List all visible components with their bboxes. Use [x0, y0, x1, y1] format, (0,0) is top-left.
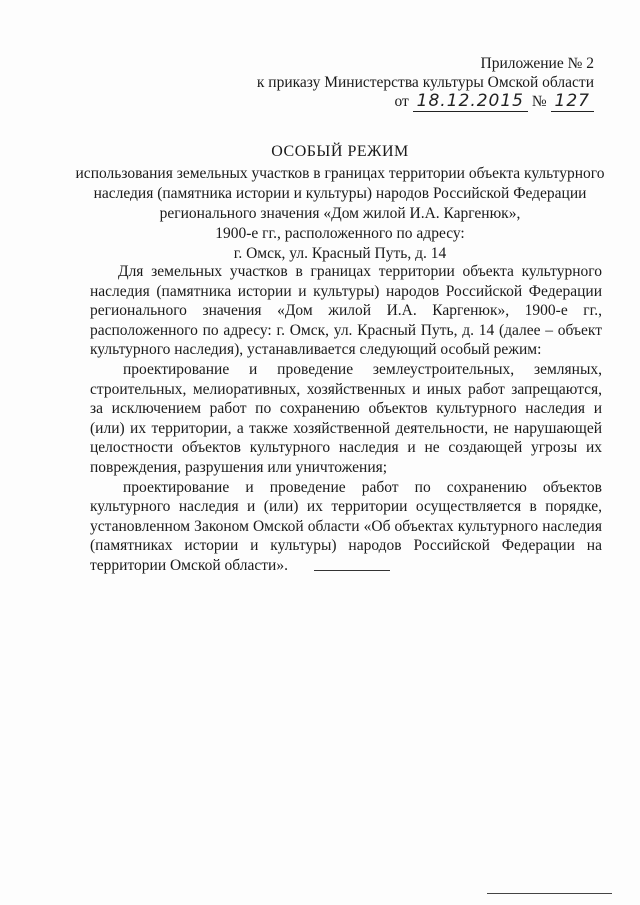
subtitle-line: использования земельных участков в границах территории объекта культурного: [75, 165, 605, 182]
footer-line: [487, 893, 612, 894]
subtitle-line: регионального значения «Дом жилой И.А. Каргенюк»,: [159, 205, 521, 222]
date-prefix: от: [394, 93, 409, 110]
appendix-header: [257, 54, 594, 111]
closing-line: [314, 570, 390, 571]
handwritten-date: 18.12.2015: [413, 91, 528, 112]
body-paragraph: проектирование и проведение работ по сохранению объектов культурного наследия и (или) их территории осуществляется в порядке, установленном Законом Омской области «Об объектах культурного наследия (памятниках истории и культуры) народов Российской Федерации на территории Омской области».: [90, 478, 602, 574]
appendix-label: Приложение № 2: [480, 55, 594, 72]
order-reference: к приказу Министерства культуры Омской области: [256, 74, 594, 91]
order-date-number: [257, 92, 594, 111]
subtitle-line: 1900-е гг., расположенного по адресу:: [215, 225, 465, 242]
document-body: [90, 262, 602, 576]
title-block: [60, 142, 620, 264]
body-paragraph: Для земельных участков в границах территории объекта культурного наследия (памятника истории и культуры) народов Российской Федерации регионального значения «Дом жилой И.А. Каргенюк», 1900-е гг., расположенного по адресу: г. Омск, ул. Красный Путь, д. 14 (далее – объект культурного наследия), устанавливается следующий особый режим:: [90, 263, 602, 359]
body-paragraph: проектирование и проведение землеустроительных, земляных, строительных, мелиоративных, хозяйственных и иных работ запрещаются, за исключением работ по сохранению объектов культурного наследия и (или) их территории, а также хозяйственной деятельности, не нарушающей целостности объектов культурного наследия и не создающей угрозы их повреждения, разрушения или уничтожения;: [90, 360, 602, 476]
subtitle-line: г. Омск, ул. Красный Путь, д. 14: [233, 245, 447, 262]
document-title: ОСОБЫЙ РЕЖИМ: [271, 143, 409, 160]
number-prefix: №: [531, 93, 547, 110]
handwritten-number: 127: [551, 91, 594, 112]
subtitle-line: наследия (памятника истории и культуры) народов Российской Федерации: [93, 185, 587, 202]
